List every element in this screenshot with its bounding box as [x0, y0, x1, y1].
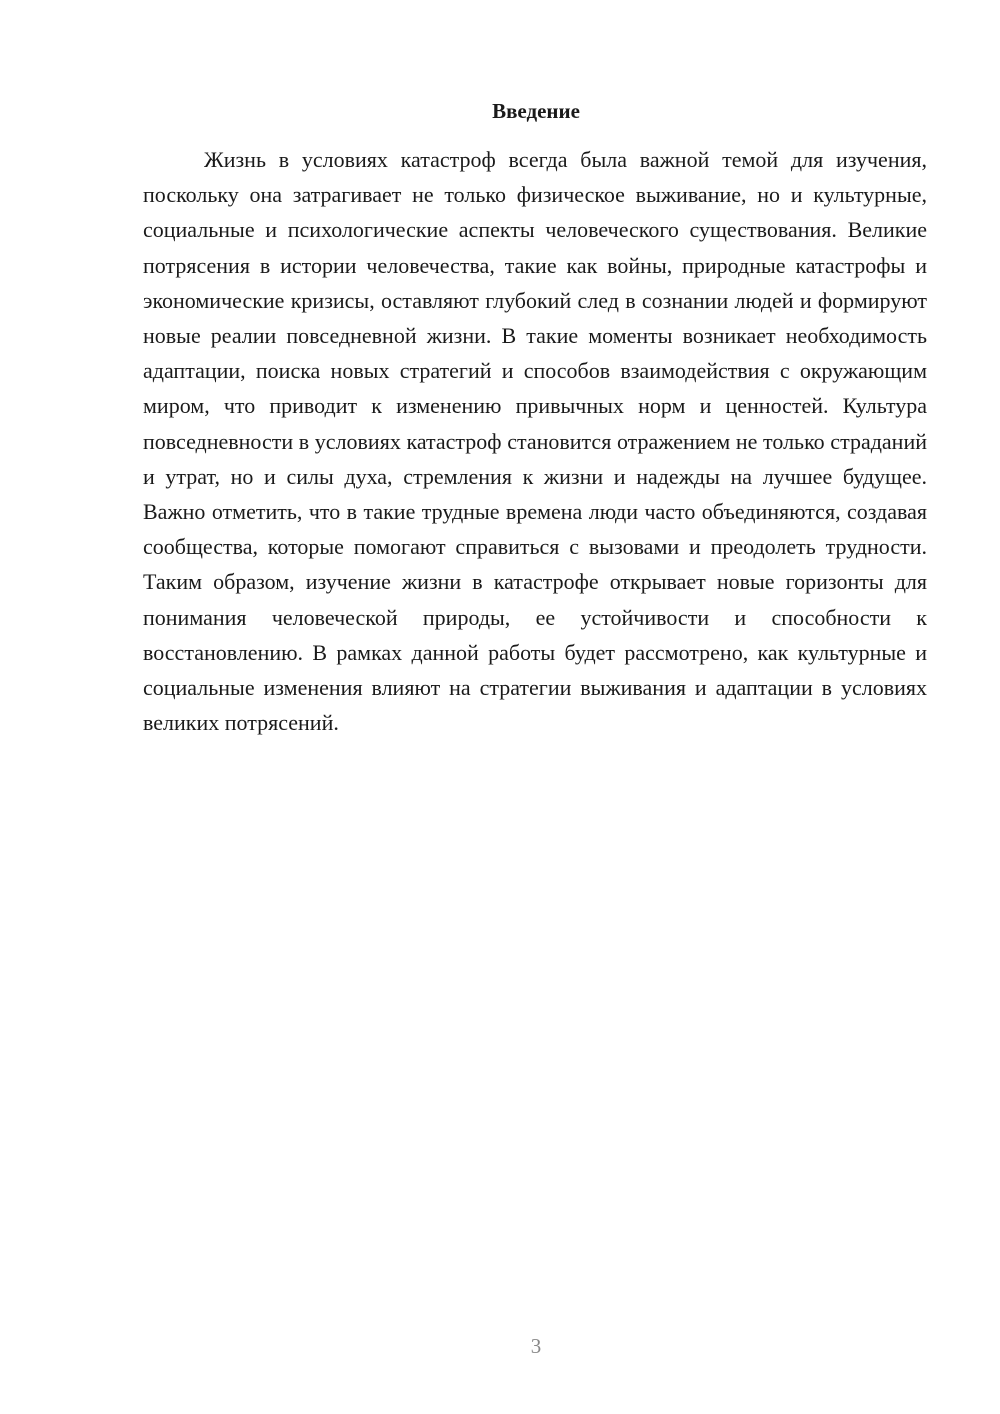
body-paragraph: Жизнь в условиях катастроф всегда была важной темой для изучения, поскольку она затрагивает не только физическое выживание, но и культурные, социальные и психологические аспекты человеческого существования. Великие потрясения в истории человечества, такие как войны, природные катастрофы и экономические кризисы, оставляют глубокий след в сознании людей и формируют новые реалии повседневной жизни. В такие моменты возникает необходимость адаптации, поиска новых стратегий и способов взаимодействия с окружающим миром, что приводит к изменению привычных норм и ценностей. Культура повседневности в условиях катастроф становится отражением не только страданий и утрат, но и силы духа, стремления к жизни и надежды на лучшее будущее. Важно отметить, что в такие трудные времена люди часто объединяются, создавая сообщества, которые помогают справиться с вызовами и преодолеть трудности. Таким образом, изучение жизни в катастрофе открывает новые горизонты для понимания человеческой природы, ее устойчивости и способности к восстановлению. В рамках данной работы будет рассмотрено, как культурные и социальные изменения влияют на стратегии выживания и адаптации в условиях великих потрясений.: [143, 147, 927, 736]
page-number: 3: [530, 1334, 542, 1358]
section-title: Введение: [492, 99, 580, 123]
